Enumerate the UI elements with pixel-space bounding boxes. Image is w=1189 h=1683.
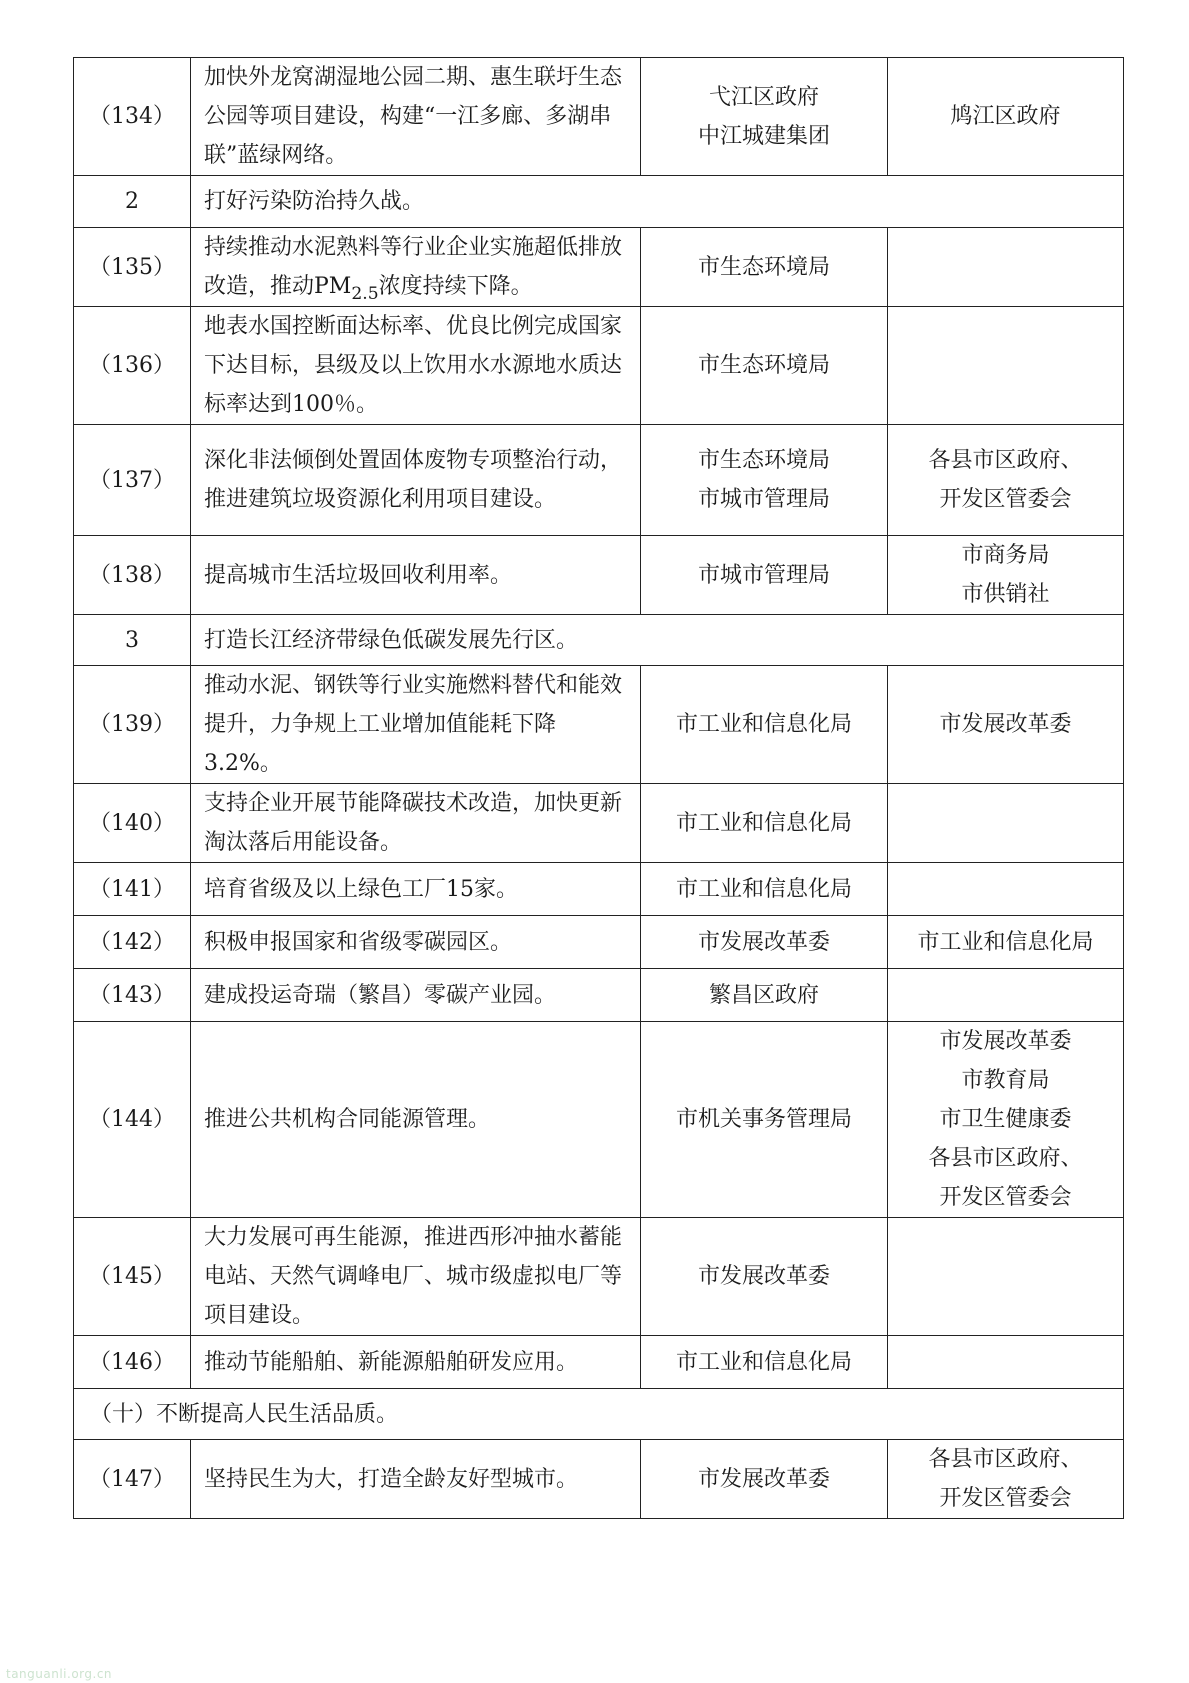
task-number: （140） xyxy=(74,784,191,863)
support-unit-name: 市商务局 xyxy=(961,543,1050,568)
support-unit xyxy=(888,916,1124,969)
task-number: （135） xyxy=(74,228,191,307)
task-number: （146） xyxy=(74,1336,191,1389)
lead-unit xyxy=(641,1022,888,1218)
lead-unit xyxy=(641,1336,888,1389)
support-unit xyxy=(888,969,1124,1022)
section-row xyxy=(74,615,1124,666)
support-unit xyxy=(888,1022,1124,1218)
major-heading-row xyxy=(74,1389,1124,1440)
task-row xyxy=(74,863,1124,916)
support-unit xyxy=(888,1336,1124,1389)
task-row xyxy=(74,916,1124,969)
task-number: （144） xyxy=(74,1022,191,1218)
task-table xyxy=(73,57,1124,1519)
task-content: 深化非法倾倒处置固体废物专项整治行动，推进建筑垃圾资源化利用项目建设。 xyxy=(191,425,641,536)
lead-unit-name: 市发展改革委 xyxy=(697,929,830,955)
task-content: 大力发展可再生能源，推进西形冲抽水蓄能电站、天然气调峰电厂、城市级虚拟电厂等项目建设。 xyxy=(191,1218,641,1336)
task-content-text: 持续推动水泥熟料等行业企业实施超低排放改造，推动PM xyxy=(204,235,623,299)
task-number: （142） xyxy=(74,916,191,969)
lead-unit xyxy=(641,425,888,536)
task-row xyxy=(74,666,1124,784)
support-unit-name: 市发展改革委 xyxy=(939,1029,1072,1054)
task-row xyxy=(74,1440,1124,1519)
task-number: （141） xyxy=(74,863,191,916)
lead-unit xyxy=(641,536,888,615)
lead-unit-name: 市生态环境局 xyxy=(697,353,830,378)
task-row xyxy=(74,1336,1124,1389)
task-row xyxy=(74,58,1124,176)
table-body xyxy=(74,58,1124,1519)
support-unit xyxy=(888,228,1124,307)
support-unit xyxy=(888,666,1124,784)
support-unit xyxy=(888,425,1124,536)
task-content: 支持企业开展节能降碳技术改造，加快更新淘汰落后用能设备。 xyxy=(191,784,641,863)
task-number: （147） xyxy=(74,1440,191,1519)
lead-unit-name: 繁昌区政府 xyxy=(708,982,819,1008)
task-row xyxy=(74,536,1124,615)
support-unit xyxy=(888,863,1124,916)
support-unit-name: 市卫生健康委 xyxy=(939,1107,1072,1132)
subscript: 2.5 xyxy=(351,284,379,304)
lead-unit xyxy=(641,1440,888,1519)
support-unit xyxy=(888,1440,1124,1519)
watermark: tanguanli.org.cn xyxy=(6,1667,113,1681)
lead-unit xyxy=(641,863,888,916)
lead-unit xyxy=(641,916,888,969)
lead-unit xyxy=(641,1218,888,1336)
lead-unit-name: 市机关事务管理局 xyxy=(675,1107,852,1132)
task-number: （145） xyxy=(74,1218,191,1336)
task-number: （139） xyxy=(74,666,191,784)
task-content: 建成投运奇瑞（繁昌）零碳产业园。 xyxy=(191,969,641,1022)
task-row xyxy=(74,1218,1124,1336)
support-unit-name: 开发区管委会 xyxy=(939,487,1072,512)
task-row xyxy=(74,784,1124,863)
support-unit-name: 开发区管委会 xyxy=(939,1486,1072,1511)
lead-unit-name: 市工业和信息化局 xyxy=(675,1349,852,1375)
task-content: 培育省级及以上绿色工厂15家。 xyxy=(191,863,641,916)
task-content: 推进公共机构合同能源管理。 xyxy=(191,1022,641,1218)
lead-unit-name: 市工业和信息化局 xyxy=(675,712,852,737)
lead-unit-name: 市生态环境局 xyxy=(697,254,830,280)
lead-unit-name: 市生态环境局 xyxy=(697,448,830,473)
lead-unit xyxy=(641,666,888,784)
task-content: 提高城市生活垃圾回收利用率。 xyxy=(191,536,641,615)
task-content: 地表水国控断面达标率、优良比例完成国家下达目标，县级及以上饮用水水源地水质达标率达到100％。 xyxy=(191,307,641,425)
lead-unit-name: 市发展改革委 xyxy=(697,1466,830,1492)
support-unit-name: 鸠江区政府 xyxy=(950,104,1061,129)
task-content: 推动水泥、钢铁等行业实施燃料替代和能效提升，力争规上工业增加值能耗下降3.2%。 xyxy=(191,666,641,784)
task-content: 加快外龙窝湖湿地公园二期、惠生联圩生态公园等项目建设，构建“一江多廊、多湖串联”蓝绿网络。 xyxy=(191,58,641,176)
support-unit xyxy=(888,58,1124,176)
lead-unit xyxy=(641,228,888,307)
lead-unit-name: 中江城建集团 xyxy=(697,123,830,149)
section-title: 打造长江经济带绿色低碳发展先行区。 xyxy=(191,615,1124,666)
support-unit-name: 市教育局 xyxy=(961,1068,1050,1093)
task-number: （136） xyxy=(74,307,191,425)
task-number: （137） xyxy=(74,425,191,536)
support-unit-name: 市工业和信息化局 xyxy=(917,929,1094,955)
section-number: 2 xyxy=(74,176,191,228)
support-unit-name: 市供销社 xyxy=(961,582,1050,607)
lead-unit xyxy=(641,969,888,1022)
support-unit-name: 市发展改革委 xyxy=(939,712,1072,737)
task-number: （138） xyxy=(74,536,191,615)
lead-unit xyxy=(641,58,888,176)
task-content xyxy=(191,228,641,307)
lead-unit xyxy=(641,307,888,425)
support-unit xyxy=(888,1218,1124,1336)
support-unit-name: 各县市区政府、 xyxy=(928,1447,1083,1472)
lead-unit-name: 市发展改革委 xyxy=(697,1264,830,1289)
lead-unit-name: 市城市管理局 xyxy=(697,562,830,588)
support-unit xyxy=(888,536,1124,615)
task-content: 积极申报国家和省级零碳园区。 xyxy=(191,916,641,969)
section-title: 打好污染防治持久战。 xyxy=(191,176,1124,228)
support-unit-name: 开发区管委会 xyxy=(939,1185,1072,1210)
support-unit-name: 各县市区政府、 xyxy=(928,448,1083,473)
task-row xyxy=(74,307,1124,425)
lead-unit-name: 市工业和信息化局 xyxy=(675,876,852,902)
support-unit xyxy=(888,307,1124,425)
section-row xyxy=(74,176,1124,228)
support-unit xyxy=(888,784,1124,863)
task-row xyxy=(74,425,1124,536)
task-number: （143） xyxy=(74,969,191,1022)
lead-unit-name: 弋江区政府 xyxy=(708,84,819,110)
lead-unit-name: 市城市管理局 xyxy=(697,487,830,512)
major-heading: （十）不断提高人民生活品质。 xyxy=(74,1389,1124,1440)
section-number: 3 xyxy=(74,615,191,666)
task-number: （134） xyxy=(74,58,191,176)
lead-unit xyxy=(641,784,888,863)
task-content: 坚持民生为大，打造全龄友好型城市。 xyxy=(191,1440,641,1519)
lead-unit-name: 市工业和信息化局 xyxy=(675,810,852,836)
task-content-text: 浓度持续下降。 xyxy=(378,274,533,299)
task-row xyxy=(74,969,1124,1022)
support-unit-name: 各县市区政府、 xyxy=(928,1146,1083,1171)
task-content: 推动节能船舶、新能源船舶研发应用。 xyxy=(191,1336,641,1389)
task-row xyxy=(74,228,1124,307)
task-row xyxy=(74,1022,1124,1218)
